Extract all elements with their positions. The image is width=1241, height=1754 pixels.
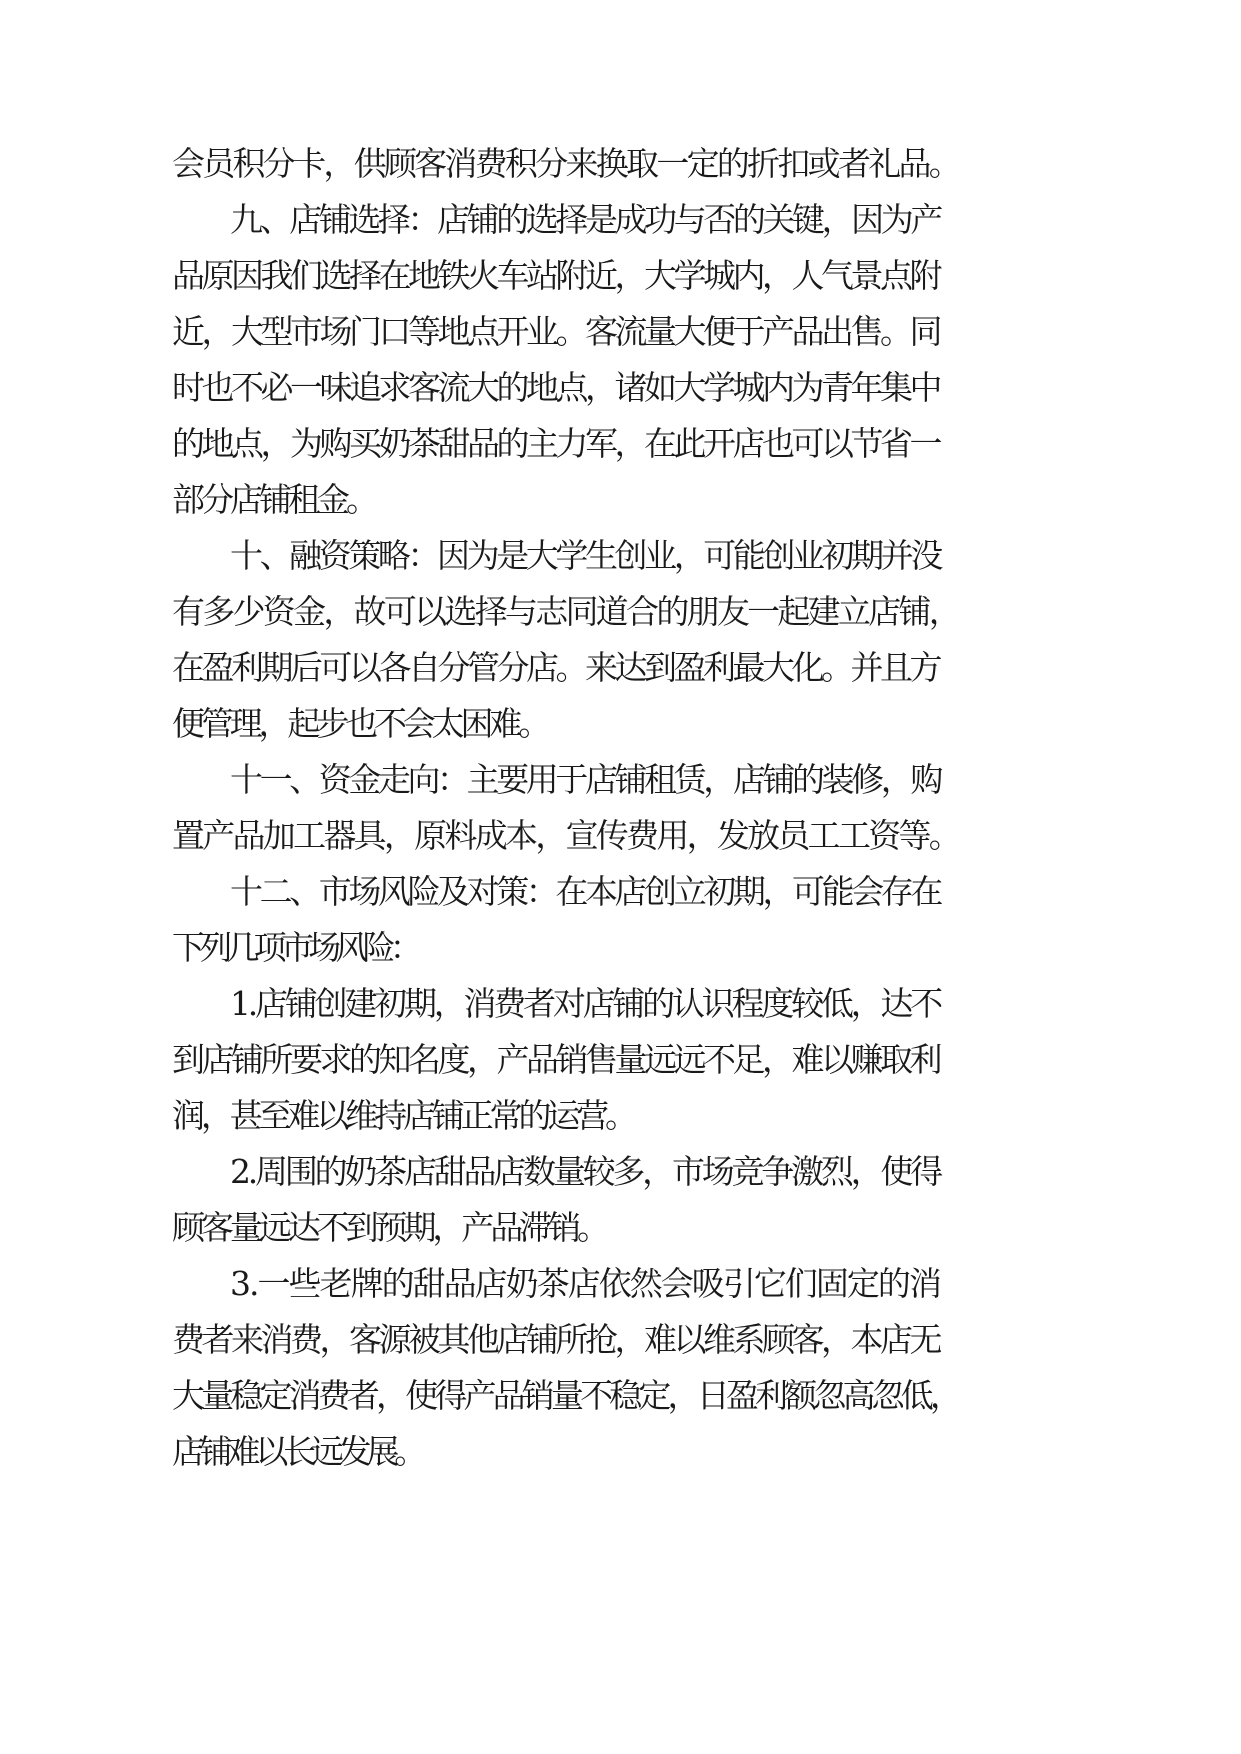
text-line: [0, 414, 1241, 474]
line-text: 会员积分卡，供顾客消费积分来换取一定的折扣或者礼品。: [172, 144, 960, 183]
line-text: 2.周围的奶茶店甜品店数量较多，市场竞争激烈，使得: [230, 1152, 940, 1191]
text-line: [0, 1142, 1241, 1202]
text-line: [0, 358, 1241, 418]
text-line: [0, 1310, 1241, 1370]
text-line: [0, 974, 1241, 1034]
line-text: 费者来消费，客源被其他店铺所抢，难以维系顾客，本店无: [172, 1320, 939, 1359]
text-line: [0, 1366, 1241, 1426]
text-line: [0, 134, 1241, 194]
line-text: 润，甚至难以维持店铺正常的运营。: [172, 1096, 634, 1135]
text-line: [0, 638, 1241, 698]
text-line: [0, 1198, 1241, 1258]
text-line: [0, 302, 1241, 362]
line-text: 时也不必一味追求客流大的地点，诸如大学城内为青年集中: [172, 368, 939, 407]
line-text: 到店铺所要求的知名度，产品销售量远远不足，难以赚取利: [172, 1040, 939, 1079]
text-line: [0, 190, 1241, 250]
text-line: [0, 246, 1241, 306]
line-text: 大量稳定消费者，使得产品销量不稳定，日盈利额忽高忽低，: [172, 1376, 960, 1415]
line-text: 十、融资策略：因为是大学生创业，可能创业初期并没: [230, 536, 940, 575]
line-text: 在盈利期后可以各自分管分店。来达到盈利最大化。并且方: [172, 648, 939, 687]
line-text: 店铺难以长远发展。: [172, 1432, 423, 1471]
text-line: [0, 862, 1241, 922]
line-text: 部分店铺租金。: [172, 480, 375, 519]
text-line: [0, 750, 1241, 810]
line-text: 1.店铺创建初期，消费者对店铺的认识程度较低，达不: [230, 984, 940, 1023]
text-line: [0, 806, 1241, 866]
line-text: 十一、资金走向：主要用于店铺租赁，店铺的装修，购: [230, 760, 940, 799]
text-line: [0, 918, 1241, 978]
line-text: 品原因我们选择在地铁火车站附近，大学城内，人气景点附: [172, 256, 939, 295]
line-text: 便管理，起步也不会太困难。: [172, 704, 548, 743]
text-line: [0, 1422, 1241, 1482]
line-text: 近，大型市场门口等地点开业。客流量大便于产品出售。同: [172, 312, 939, 351]
text-line: [0, 694, 1241, 754]
line-text: 的地点，为购买奶茶甜品的主力军，在此开店也可以节省一: [172, 424, 939, 463]
line-text: 下列几项市场风险：: [172, 928, 417, 967]
text-line: [0, 470, 1241, 530]
line-text: 十二、市场风险及对策：在本店创立初期，可能会存在: [230, 872, 940, 911]
line-text: 置产品加工器具，原料成本，宣传费用，发放员工工资等。: [172, 816, 960, 855]
text-line: [0, 582, 1241, 642]
line-text: 有多少资金，故可以选择与志同道合的朋友一起建立店铺，: [172, 592, 960, 631]
text-line: [0, 526, 1241, 586]
line-text: 九、店铺选择：店铺的选择是成功与否的关键，因为产: [230, 200, 940, 239]
text-line: [0, 1030, 1241, 1090]
text-line: [0, 1254, 1241, 1314]
text-line: [0, 1086, 1241, 1146]
line-text: 3.一些老牌的甜品店奶茶店依然会吸引它们固定的消: [230, 1264, 940, 1303]
line-text: 顾客量远达不到预期，产品滞销。: [172, 1208, 606, 1247]
